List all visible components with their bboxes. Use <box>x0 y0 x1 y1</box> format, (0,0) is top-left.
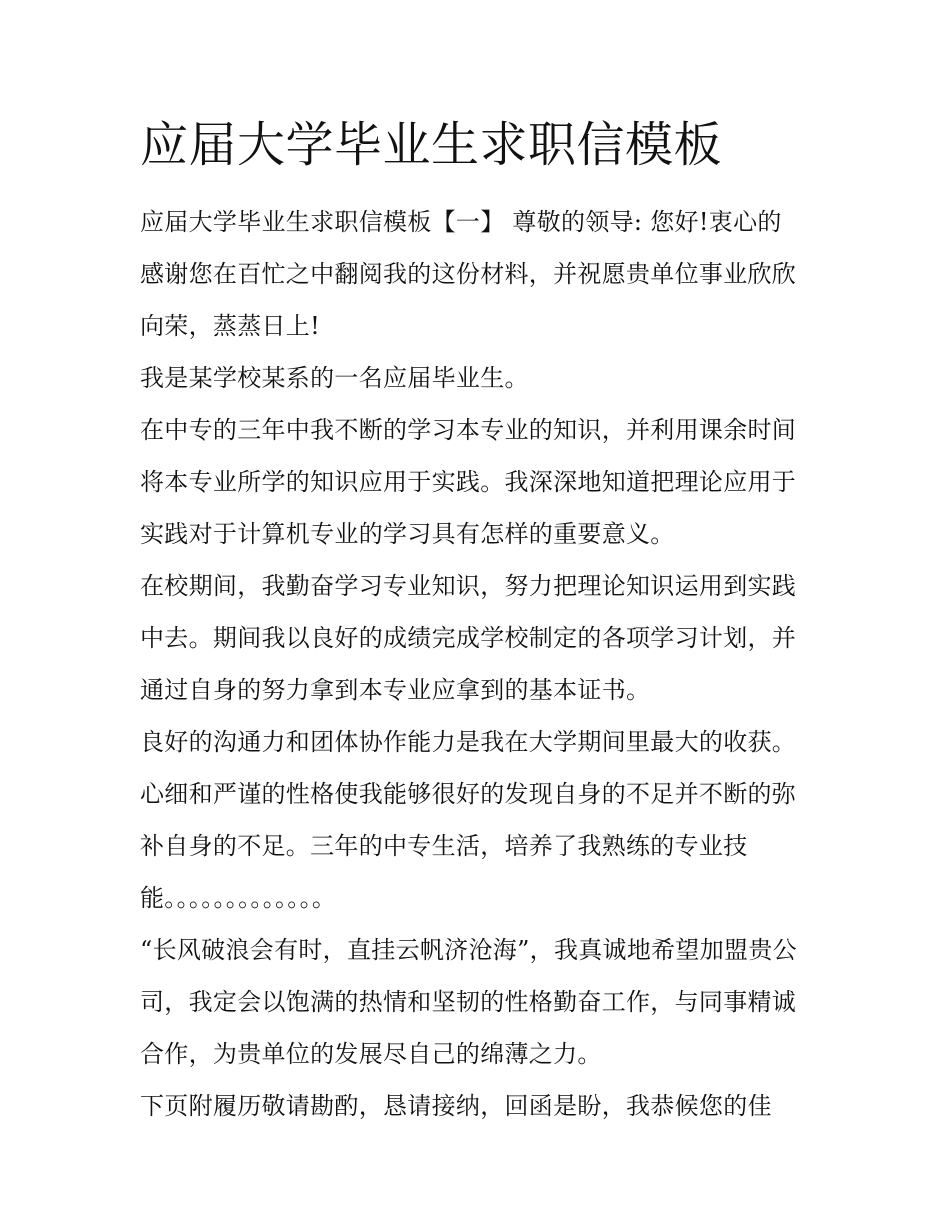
body-line: 将本专业所学的知识应用于实践。我深深地知道把理论应用于 <box>140 468 797 496</box>
body-line: 在中专的三年中我不断的学习本专业的知识，并利用课余时间 <box>140 416 797 444</box>
body-line: 感谢您在百忙之中翻阅我的这份材料，并祝愿贵单位事业欣欣 <box>140 260 797 288</box>
body-line: 能。。。。。。。。。。。。。 <box>140 884 337 912</box>
body-line: 下页附履历敬请勘酌，恳请接纳，回函是盼，我恭候您的佳 <box>140 1092 772 1120</box>
body-line: 我是某学校某系的一名应届毕业生。 <box>140 364 529 392</box>
body-line: 心细和严谨的性格使我能够很好的发现自身的不足并不断的弥 <box>140 780 797 808</box>
body-line: 补自身的不足。三年的中专生活，培养了我熟练的专业技 <box>140 832 748 860</box>
document-title: 应届大学毕业生求职信模板 <box>140 117 723 173</box>
body-line: 在校期间，我勤奋学习专业知识，努力把理论知识运用到实践 <box>140 572 797 600</box>
body-line: 向荣，蒸蒸日上! <box>140 312 321 340</box>
document-body <box>140 196 820 1132</box>
body-line: 应届大学毕业生求职信模板【一】 尊敬的领导: 您好!衷心的 <box>140 208 782 236</box>
body-line: 合作，为贵单位的发展尽自己的绵薄之力。 <box>140 1040 602 1068</box>
body-line: “长风破浪会有时，直挂云帆济沧海”，我真诚地希望加盟贵公 <box>140 936 797 964</box>
body-line: 实践对于计算机专业的学习具有怎样的重要意义。 <box>140 520 675 548</box>
body-line: 中去。期间我以良好的成绩完成学校制定的各项学习计划，并 <box>140 624 797 652</box>
body-line: 司，我定会以饱满的热情和坚韧的性格勤奋工作，与同事精诚 <box>140 988 797 1016</box>
body-line: 通过自身的努力拿到本专业应拿到的基本证书。 <box>140 676 651 704</box>
body-line: 良好的沟通力和团体协作能力是我在大学期间里最大的收获。 <box>140 728 797 756</box>
